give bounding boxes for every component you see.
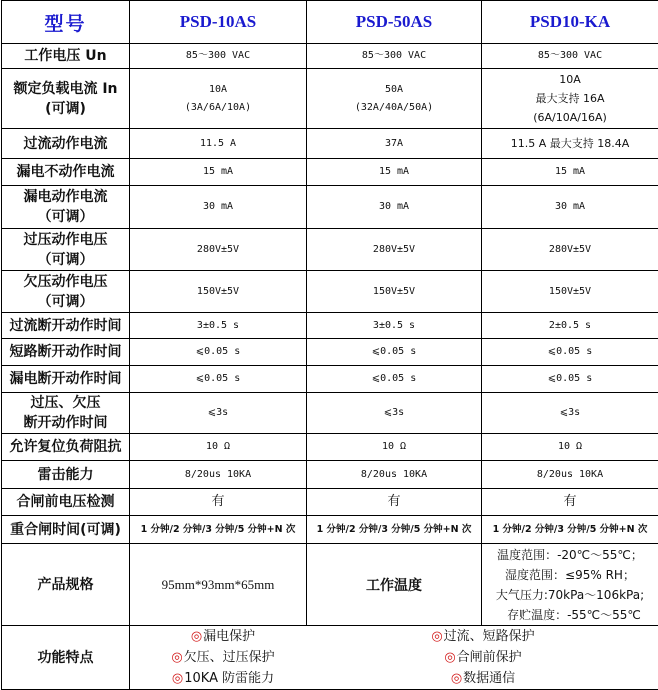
cell-psd-10as: [130, 313, 307, 339]
cell-value: (3A/6A/10A): [130, 99, 306, 117]
table-row-features: [2, 626, 658, 690]
cell-value: 85～300 VAC: [130, 47, 306, 65]
cell-psd-10as: [130, 339, 307, 366]
cell-psd-50as: [307, 229, 482, 271]
cell-psd-10as: [130, 159, 307, 186]
cell-value: 280V±5V: [307, 241, 481, 259]
features-grid: [130, 626, 658, 689]
cell-value: 10 Ω: [307, 438, 481, 456]
table-row-product-spec: [2, 544, 658, 626]
table-row-overcurrent-trip-current: [2, 129, 658, 159]
cell-psd-50as: [307, 129, 482, 159]
row-label-line: 额定负载电流 In: [2, 79, 129, 99]
row-label: [2, 434, 130, 461]
cell-value: 2±0.5 s: [482, 317, 658, 335]
row-label: [2, 461, 130, 489]
table-row-leakage-break-time: [2, 366, 658, 393]
row-label: [2, 393, 130, 434]
row-label: [2, 366, 130, 393]
env-humidity-range: 湿度范围：≤95% RH；: [482, 565, 658, 585]
cell-value: 3±0.5 s: [130, 317, 306, 335]
cell-psd-50as: [307, 434, 482, 461]
cell-value: 30 mA: [307, 198, 481, 216]
env-temperature-range: 温度范围：-20℃～55℃；: [482, 545, 658, 565]
cell-value: ⩽0.05 s: [130, 370, 306, 388]
header-model-psd10-ka: PSD10-KA: [482, 1, 658, 44]
cell-psd-10as: [130, 366, 307, 393]
cell-psd-50as: [307, 313, 482, 339]
row-label-line: （可调）: [2, 292, 129, 312]
cell-psd-50as: [307, 339, 482, 366]
row-label-line: （可调）: [2, 250, 129, 270]
table-row-pre-close-voltage-detection: [2, 489, 658, 516]
cell-value: 15 mA: [482, 163, 658, 181]
cell-psd10-ka: [482, 366, 658, 393]
row-label-line: 断开动作时间: [2, 413, 129, 433]
feature-label: 漏电保护: [203, 629, 255, 644]
feature-label: 数据通信: [463, 671, 515, 686]
cell-value: 1 分钟/2 分钟/3 分钟/5 分钟+N 次: [482, 521, 658, 539]
cell-value: 有: [307, 493, 481, 511]
cell-psd-50as: [307, 44, 482, 69]
cell-value: 3±0.5 s: [307, 317, 481, 335]
cell-value: 85～300 VAC: [307, 47, 481, 65]
feature-item: [138, 647, 308, 668]
table-row-lightning-capacity: [2, 461, 658, 489]
table-row-overcurrent-break-time: [2, 313, 658, 339]
row-label-line: 允许复位负荷阻抗: [2, 437, 129, 457]
cell-value: 10 Ω: [482, 438, 658, 456]
cell-psd-10as: [130, 516, 307, 544]
cell-value: 有: [130, 493, 306, 511]
row-label-line: 短路断开动作时间: [2, 342, 129, 362]
row-label: [2, 489, 130, 516]
bullet-circle-icon: ◎: [171, 650, 182, 665]
header-model-label: 型号: [2, 1, 130, 44]
feature-label: 合闸前保护: [457, 650, 522, 665]
product-size-value: 95mm*93mm*65mm: [130, 544, 307, 626]
row-label-line: 雷击能力: [2, 465, 129, 485]
cell-value: 8/20us 10KA: [130, 466, 306, 484]
cell-value: 150V±5V: [130, 283, 306, 301]
row-label-line: 过压动作电压: [2, 230, 129, 250]
feature-item: [308, 647, 658, 668]
cell-psd-50as: [307, 271, 482, 313]
cell-value: 37A: [307, 135, 481, 153]
env-storage-temperature: 存贮温度：-55℃～55℃: [482, 605, 658, 625]
row-label-line: 重合闸时间(可调): [2, 520, 129, 540]
table-row-over-under-voltage-break-time: [2, 393, 658, 434]
cell-psd-10as: [130, 434, 307, 461]
table-row-leakage-no-trip-current: [2, 159, 658, 186]
row-label: [2, 69, 130, 129]
cell-value: 30 mA: [482, 198, 658, 216]
row-label: [2, 129, 130, 159]
row-label-line: 合闸前电压检测: [2, 492, 129, 512]
cell-value: 280V±5V: [130, 241, 306, 259]
cell-psd10-ka: [482, 186, 658, 229]
cell-value: ⩽0.05 s: [482, 370, 658, 388]
environment-specs: [482, 544, 658, 626]
row-label: [2, 339, 130, 366]
cell-psd-10as: [130, 69, 307, 129]
cell-psd-10as: [130, 489, 307, 516]
cell-value: ⩽3s: [482, 404, 658, 422]
row-label: [2, 44, 130, 69]
cell-value: 15 mA: [307, 163, 481, 181]
cell-value: 280V±5V: [482, 241, 658, 259]
cell-psd10-ka: [482, 44, 658, 69]
feature-item: [308, 668, 658, 689]
bullet-circle-icon: ◎: [444, 650, 455, 665]
cell-value: 有: [482, 493, 658, 511]
cell-psd10-ka: [482, 516, 658, 544]
cell-value: 11.5 A 最大支持 18.4A: [482, 135, 658, 153]
row-label: [2, 159, 130, 186]
cell-value: 8/20us 10KA: [482, 466, 658, 484]
cell-psd-10as: [130, 393, 307, 434]
cell-value: 150V±5V: [307, 283, 481, 301]
table-row-short-circuit-break-time: [2, 339, 658, 366]
feature-label: 欠压、过压保护: [184, 650, 275, 665]
cell-value: 1 分钟/2 分钟/3 分钟/5 分钟+N 次: [307, 521, 481, 539]
row-label-line: （可调）: [2, 207, 129, 227]
table-row-working-voltage: [2, 44, 658, 69]
row-label-line: 过压、欠压: [2, 393, 129, 413]
cell-psd-50as: [307, 159, 482, 186]
cell-value: 10A: [130, 81, 306, 99]
row-label: [2, 186, 130, 229]
bullet-circle-icon: ◎: [172, 671, 183, 686]
cell-psd-10as: [130, 229, 307, 271]
cell-psd10-ka: [482, 489, 658, 516]
cell-value: ⩽0.05 s: [307, 343, 481, 361]
feature-label: 过流、短路保护: [444, 629, 535, 644]
cell-value: ⩽0.05 s: [130, 343, 306, 361]
cell-value: (32A/40A/50A): [307, 99, 481, 117]
cell-psd10-ka: [482, 339, 658, 366]
row-label: [2, 516, 130, 544]
row-label-product-spec: 产品规格: [2, 544, 130, 626]
cell-psd-10as: [130, 271, 307, 313]
feature-item: [138, 668, 308, 689]
working-temperature-label: 工作温度: [307, 544, 482, 626]
table-row-undervoltage-trip-voltage: [2, 271, 658, 313]
cell-value: (6A/10A/16A): [482, 108, 658, 127]
cell-psd-50as: [307, 69, 482, 129]
cell-value: 50A: [307, 81, 481, 99]
row-label-line: 工作电压 Un: [2, 46, 129, 66]
spec-table: [1, 0, 658, 690]
row-label-line: 漏电断开动作时间: [2, 369, 129, 389]
cell-psd-50as: [307, 366, 482, 393]
features-cell: [130, 626, 658, 690]
table-row-leakage-trip-current: [2, 186, 658, 229]
cell-value: 1 分钟/2 分钟/3 分钟/5 分钟+N 次: [130, 521, 306, 539]
cell-psd-50as: [307, 461, 482, 489]
spec-table-body: [2, 1, 658, 690]
cell-psd-10as: [130, 461, 307, 489]
cell-value: 15 mA: [130, 163, 306, 181]
table-row-reset-load-impedance: [2, 434, 658, 461]
row-label: [2, 229, 130, 271]
cell-psd10-ka: [482, 129, 658, 159]
cell-value: 150V±5V: [482, 283, 658, 301]
header-row: [2, 1, 658, 44]
cell-psd10-ka: [482, 434, 658, 461]
cell-psd-10as: [130, 44, 307, 69]
cell-psd10-ka: [482, 461, 658, 489]
cell-psd-50as: [307, 516, 482, 544]
cell-value: 85～300 VAC: [482, 47, 658, 65]
header-model-psd-10as: PSD-10AS: [130, 1, 307, 44]
cell-psd10-ka: [482, 393, 658, 434]
feature-item: [138, 626, 308, 647]
bullet-circle-icon: ◎: [191, 629, 202, 644]
cell-value: ⩽0.05 s: [482, 343, 658, 361]
cell-psd-50as: [307, 489, 482, 516]
cell-psd-50as: [307, 393, 482, 434]
header-model-psd-50as: PSD-50AS: [307, 1, 482, 44]
cell-value: ⩽3s: [307, 404, 481, 422]
row-label-features: 功能特点: [2, 626, 130, 690]
cell-value: 最大支持 16A: [482, 89, 658, 108]
cell-psd10-ka: [482, 313, 658, 339]
cell-value: 30 mA: [130, 198, 306, 216]
row-label-line: 过流动作电流: [2, 134, 129, 154]
cell-psd10-ka: [482, 159, 658, 186]
cell-value: 10A: [482, 70, 658, 89]
feature-item: [308, 626, 658, 647]
table-row-reclose-time: [2, 516, 658, 544]
row-label-line: 过流断开动作时间: [2, 316, 129, 336]
env-atmospheric-pressure: 大气压力:70kPa～106kPa;: [482, 585, 658, 605]
row-label: [2, 271, 130, 313]
cell-psd-10as: [130, 129, 307, 159]
cell-value: ⩽3s: [130, 404, 306, 422]
cell-psd10-ka: [482, 229, 658, 271]
cell-psd-50as: [307, 186, 482, 229]
cell-value: ⩽0.05 s: [307, 370, 481, 388]
row-label-line: 欠压动作电压: [2, 272, 129, 292]
cell-value: 8/20us 10KA: [307, 466, 481, 484]
cell-psd-10as: [130, 186, 307, 229]
table-row-rated-load-current: [2, 69, 658, 129]
row-label-line: (可调): [2, 99, 129, 119]
cell-value: 10 Ω: [130, 438, 306, 456]
feature-label: 10KA 防雷能力: [184, 671, 274, 686]
bullet-circle-icon: ◎: [451, 671, 462, 686]
cell-psd10-ka: [482, 69, 658, 129]
cell-value: 11.5 A: [130, 135, 306, 153]
row-label-line: 漏电动作电流: [2, 187, 129, 207]
table-row-overvoltage-trip-voltage: [2, 229, 658, 271]
row-label: [2, 313, 130, 339]
row-label-line: 漏电不动作电流: [2, 162, 129, 182]
cell-psd10-ka: [482, 271, 658, 313]
bullet-circle-icon: ◎: [431, 629, 442, 644]
